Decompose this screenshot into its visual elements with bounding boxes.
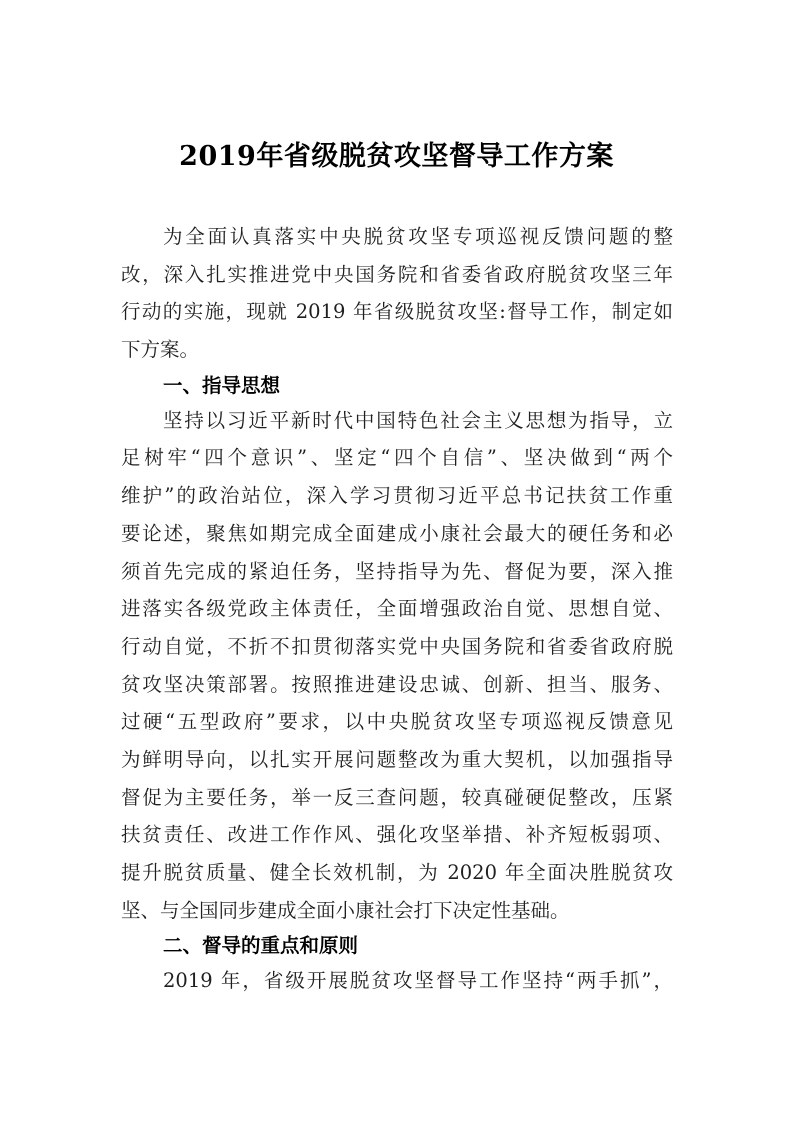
section-heading-guiding-ideology: 一、指导思想: [163, 373, 281, 397]
section1-paragraph: [121, 402, 673, 930]
document-body: [121, 218, 673, 1000]
paragraph-line: 为全面认真落实中央脱贫攻坚专项巡视反馈问题的整: [163, 225, 673, 248]
paragraph-line: 行动的实施，现就 2019 年省级脱贫攻坚:督导工作，制定如: [121, 300, 673, 324]
paragraph-line: 扶贫责任、改进工作作风、强化攻坚举措、补齐短板弱项、: [121, 823, 673, 847]
paragraph-line: 贫攻坚决策部署。按照推进建设忠诚、创新、担当、服务、: [121, 672, 673, 696]
section-heading-focus-and-principles: 二、督导的重点和原则: [163, 934, 359, 958]
paragraph-line: 坚持以习近平新时代中国特色社会主义思想为指导，立: [163, 408, 673, 432]
paragraph-line: 坚、与全国同步建成全面小康社会打下决定性基础。: [121, 898, 570, 922]
document-title: 2019年省级脱贫攻坚督导工作方案: [179, 141, 614, 172]
paragraph-line: 行动自觉，不折不扣贯彻落实党中央国务院和省委省政府脱: [121, 634, 673, 658]
paragraph-line: 下方案。: [121, 338, 200, 362]
paragraph-line: 过硬“五型政府”要求，以中央脱贫攻坚专项巡视反馈意见: [121, 710, 673, 734]
section2-paragraph: [121, 962, 673, 1000]
paragraph-line: 进落实各级党政主体责任，全面增强政治自觉、思想自觉、: [121, 597, 673, 621]
paragraph-line: 足树牢“四个意识”、坚定“四个自信”、坚决做到“两个: [121, 446, 673, 470]
paragraph-line: 改，深入扎实推进党中央国务院和省委省政府脱贫攻坚三年: [121, 262, 673, 286]
paragraph-line: 为鲜明导向，以扎实开展问题整改为重大契机，以加强指导: [121, 747, 673, 771]
paragraph-line: 2019 年，省级开展脱贫攻坚督导工作坚持“两手抓”，: [163, 969, 673, 993]
paragraph-line: 督促为主要任务，举一反三查问题，较真碰硬促整改，压紧: [121, 785, 673, 809]
paragraph-line: 要论述，聚焦如期完成全面建成小康社会最大的硬任务和必: [121, 521, 673, 545]
paragraph-line: 提升脱贫质量、健全长效机制，为 2020 年全面决胜脱贫攻: [121, 861, 673, 884]
intro-paragraph: [121, 218, 673, 369]
paragraph-line: 须首先完成的紧迫任务，坚持指导为先、督促为要，深入推: [121, 559, 673, 583]
paragraph-line: 维护”的政治站位，深入学习贯彻习近平总书记扶贫工作重: [121, 484, 673, 508]
